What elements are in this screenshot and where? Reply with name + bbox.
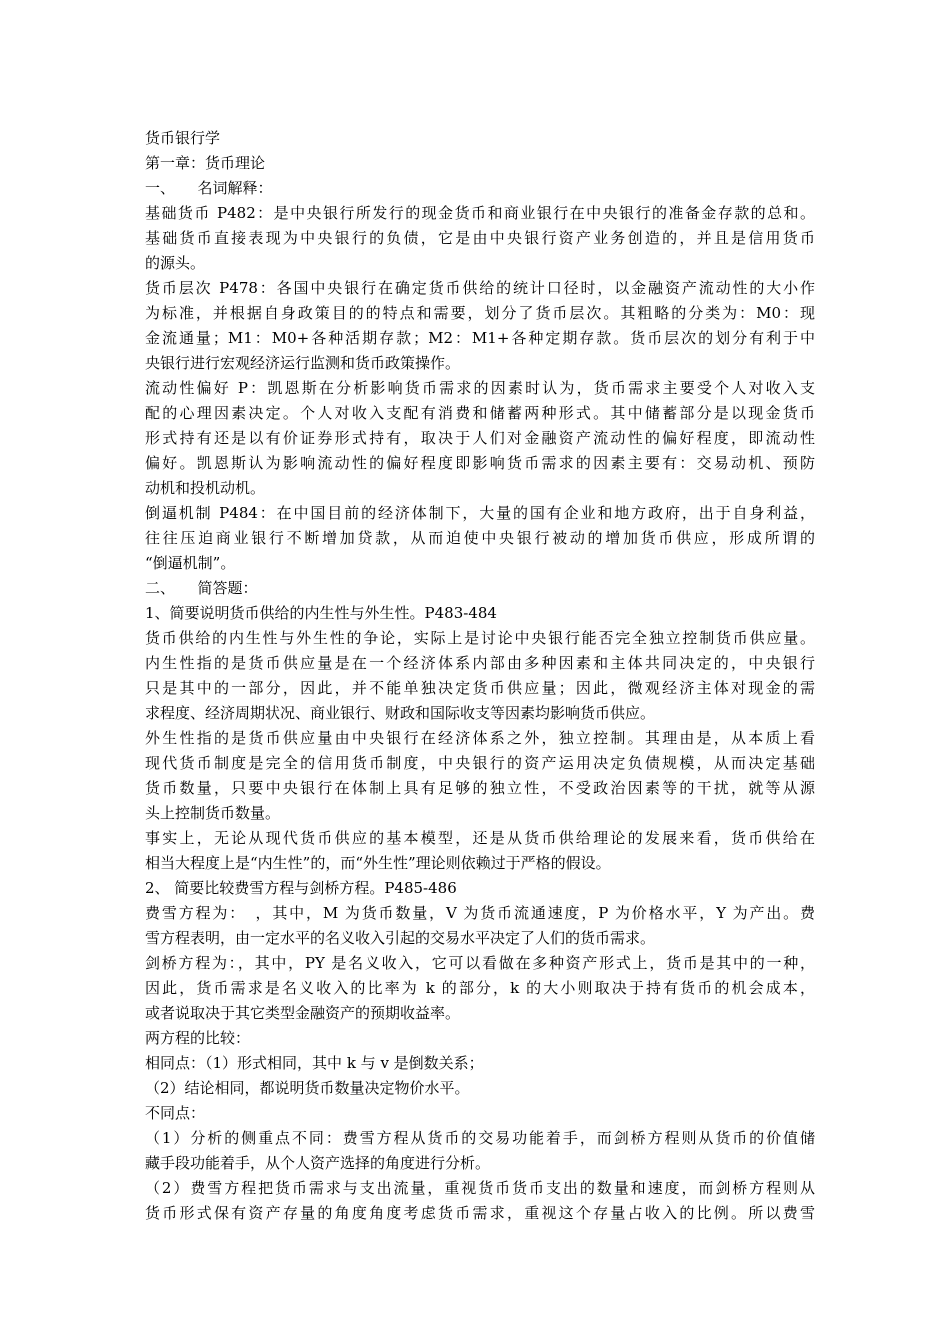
text-line: 不同点： (145, 1104, 206, 1122)
text-line: 两方程的比较： (145, 1029, 251, 1047)
question-heading: 2、 简要比较费雪方程与剑桥方程。P485-486 (145, 879, 457, 897)
text-line: 只是其中的一部分，因此，并不能单独决定货币供应量；因此，微观经济主体对现金的需 (145, 679, 815, 697)
text-line: （2）结论相同，都说明货币数量决定物价水平。 (145, 1079, 470, 1097)
text-line: 相同点：（1）形式相同，其中 k 与 v 是倒数关系； (145, 1054, 484, 1072)
text-line: 货币层次 P478：各国中央银行在确定货币供给的统计口径时，以金融资产流动性的大小作 (145, 279, 815, 297)
text-line: 事实上，无论从现代货币供应的基本模型，还是从货币供给理论的发展来看，货币供给在 (145, 829, 815, 847)
section-heading: 二、 简答题： (145, 579, 258, 597)
text-line: 金流通量；M1：M0+各种活期存款；M2：M1+各种定期存款。货币层次的划分有利于中 (145, 329, 815, 347)
text-line: （1）分析的侧重点不同：费雪方程从货币的交易功能着手，而剑桥方程则从货币的价值储 (145, 1129, 815, 1147)
document-body (145, 126, 815, 1226)
chapter-heading: 第一章：货币理论 (145, 154, 266, 172)
text-line: 配的心理因素决定。个人对收入支配有消费和储蓄两种形式。其中储蓄部分是以现金货币 (145, 404, 815, 422)
text-line: （2）费雪方程把货币需求与支出流量，重视货币货币支出的数量和速度，而剑桥方程则从 (145, 1179, 815, 1197)
text-line: 内生性指的是货币供应量是在一个经济体系内部由多种因素和主体共同决定的，中央银行 (145, 654, 815, 672)
section-heading: 一、 名词解释： (145, 179, 273, 197)
text-line: 为标准，并根据自身政策目的的特点和需要，划分了货币层次。其粗略的分类为：M0：现 (145, 304, 815, 322)
text-line: 藏手段功能着手，从个人资产选择的角度进行分析。 (145, 1154, 491, 1172)
text-line: 或者说取决于其它类型金融资产的预期收益率。 (145, 1004, 461, 1022)
text-line: 外生性指的是货币供应量由中央银行在经济体系之外，独立控制。其理由是，从本质上看 (145, 729, 815, 747)
text-line: 基础货币直接表现为中央银行的负债，它是由中央银行资产业务创造的，并且是信用货币 (145, 229, 815, 247)
text-line: 现代货币制度是完全的信用货币制度，中央银行的资产运用决定负债规模，从而决定基础 (145, 754, 815, 772)
text-line: 费雪方程为： ，其中，M 为货币数量，V 为货币流通速度，P 为价格水平，Y 为产出。费 (145, 904, 815, 922)
text-line: 头上控制货币数量。 (145, 804, 281, 822)
text-line: 货币形式保有资产存量的角度角度考虑货币需求，重视这个存量占收入的比例。所以费雪 (145, 1204, 815, 1222)
text-line: 货币供给的内生性与外生性的争论，实际上是讨论中央银行能否完全独立控制货币供应量。 (145, 629, 815, 647)
text-line: 剑桥方程为：，其中，PY 是名义收入，它可以看做在多种资产形式上，货币是其中的一种， (145, 954, 815, 972)
text-line: 的源头。 (145, 254, 206, 272)
question-heading: 1、简要说明货币供给的内生性与外生性。P483-484 (145, 604, 497, 622)
text-line: 求程度、经济周期状况、商业银行、财政和国际收支等因素均影响货币供应。 (145, 704, 656, 722)
text-line: 货币数量，只要中央银行在体制上具有足够的独立性，不受政治因素等的干扰，就等从源 (145, 779, 815, 797)
text-line: 形式持有还是以有价证券形式持有，取决于人们对金融资产流动性的偏好程度，即流动性 (145, 429, 815, 447)
text-line: 因此，货币需求是名义收入的比率为 k 的部分，k 的大小则取决于持有货币的机会成本， (145, 979, 815, 997)
text-line: 基础货币 P482：是中央银行所发行的现金货币和商业银行在中央银行的准备金存款的总和。 (145, 204, 815, 222)
text-line: 往往压迫商业银行不断增加贷款，从而迫使中央银行被动的增加货币供应，形成所谓的 (145, 529, 815, 547)
text-line: 流动性偏好 P：凯恩斯在分析影响货币需求的因素时认为，货币需求主要受个人对收入支 (145, 379, 815, 397)
text-line: 雪方程表明，由一定水平的名义收入引起的交易水平决定了人们的货币需求。 (145, 929, 656, 947)
text-line: 央银行进行宏观经济运行监测和货币政策操作。 (145, 354, 461, 372)
text-line: 偏好。凯恩斯认为影响流动性的偏好程度即影响货币需求的因素主要有：交易动机、预防 (145, 454, 815, 472)
text-line: “倒逼机制”。 (145, 554, 236, 572)
text-line: 倒逼机制 P484：在中国目前的经济体制下，大量的国有企业和地方政府，出于自身利益， (145, 504, 815, 522)
text-line: 相当大程度上是“内生性”的，而“外生性”理论则依赖过于严格的假设。 (145, 854, 611, 872)
text-line: 动机和投机动机。 (145, 479, 266, 497)
doc-title: 货币银行学 (145, 129, 221, 147)
